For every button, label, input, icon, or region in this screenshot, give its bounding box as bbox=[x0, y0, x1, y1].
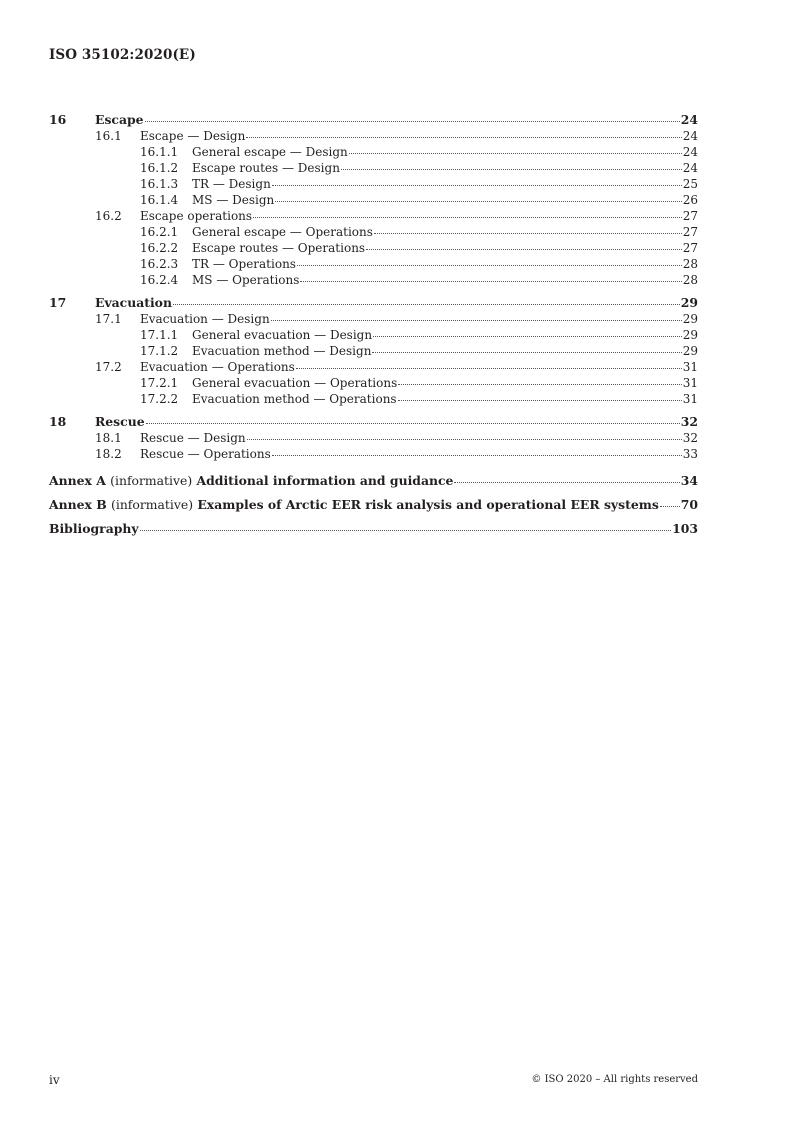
dot-leader bbox=[275, 201, 681, 202]
dot-leader bbox=[660, 506, 680, 507]
toc-title: Evacuation method — Operations bbox=[192, 392, 397, 406]
table-of-contents bbox=[49, 112, 698, 541]
toc-page: 33 bbox=[682, 447, 698, 461]
toc-page: 24 bbox=[682, 145, 698, 159]
annex-label: Annex B bbox=[49, 497, 107, 512]
toc-title: Escape bbox=[95, 112, 144, 127]
toc-section-18 bbox=[49, 414, 698, 462]
toc-number: 18.2 bbox=[95, 447, 122, 461]
toc-title: Escape routes — Operations bbox=[192, 241, 366, 255]
dot-leader bbox=[145, 121, 680, 122]
dot-leader bbox=[247, 439, 682, 440]
dot-leader bbox=[398, 400, 682, 401]
dot-leader bbox=[246, 137, 681, 138]
toc-page: 24 bbox=[680, 112, 698, 127]
toc-entry-18[interactable] bbox=[49, 414, 698, 430]
toc-number: 17.2.2 bbox=[140, 392, 179, 406]
document-id: ISO 35102:2020(E) bbox=[49, 47, 196, 63]
toc-title: Rescue — Design bbox=[140, 431, 246, 445]
toc-page: 29 bbox=[682, 344, 698, 358]
toc-page: 24 bbox=[682, 129, 698, 143]
toc-title: Evacuation method — Design bbox=[192, 344, 372, 358]
footer-copyright: © ISO 2020 – All rights reserved bbox=[531, 1074, 698, 1085]
toc-number: 16.2.4 bbox=[140, 273, 179, 287]
toc-entry-bibliography[interactable] bbox=[49, 517, 698, 541]
toc-number: 16.2.3 bbox=[140, 257, 179, 271]
toc-entry-16-1-3[interactable] bbox=[49, 176, 698, 192]
toc-number: 16.1.3 bbox=[140, 177, 179, 191]
annex-label: Annex A bbox=[49, 473, 106, 488]
toc-entry-16-2[interactable] bbox=[49, 208, 698, 224]
dot-leader bbox=[272, 455, 682, 456]
toc-entry-annex-a[interactable] bbox=[49, 469, 698, 493]
toc-entry-17-2-1[interactable] bbox=[49, 375, 698, 391]
toc-entry-16[interactable] bbox=[49, 112, 698, 128]
toc-title: MS — Operations bbox=[192, 273, 300, 287]
toc-entry-17-1-2[interactable] bbox=[49, 343, 698, 359]
dot-leader bbox=[272, 185, 682, 186]
toc-title: TR — Design bbox=[192, 177, 271, 191]
dot-leader bbox=[300, 281, 681, 282]
toc-page: 34 bbox=[680, 473, 698, 488]
toc-number: 16 bbox=[49, 112, 67, 127]
toc-entry-17-2[interactable] bbox=[49, 359, 698, 375]
toc-page: 28 bbox=[682, 273, 698, 287]
dot-leader bbox=[372, 352, 681, 353]
toc-entry-17[interactable] bbox=[49, 295, 698, 311]
toc-page: 31 bbox=[682, 376, 698, 390]
toc-title: Evacuation bbox=[95, 295, 172, 310]
dot-leader bbox=[454, 482, 679, 483]
toc-page: 27 bbox=[682, 225, 698, 239]
toc-number: 17.1.1 bbox=[140, 328, 179, 342]
toc-number: 16.2.2 bbox=[140, 241, 179, 255]
toc-title: General evacuation — Operations bbox=[192, 376, 398, 390]
toc-entry-annex-b[interactable] bbox=[49, 493, 698, 517]
toc-title: TR — Operations bbox=[192, 257, 296, 271]
annex-title: Additional information and guidance bbox=[196, 473, 454, 488]
toc-title: Escape routes — Design bbox=[192, 161, 340, 175]
toc-number: 16.2 bbox=[95, 209, 122, 223]
footer-page-number: iv bbox=[49, 1073, 60, 1087]
toc-page: 29 bbox=[682, 312, 698, 326]
toc-number: 17.1 bbox=[95, 312, 122, 326]
toc-page: 25 bbox=[682, 177, 698, 191]
dot-leader bbox=[271, 320, 682, 321]
toc-title bbox=[49, 493, 659, 517]
toc-number: 17.2.1 bbox=[140, 376, 179, 390]
toc-number: 16.1.2 bbox=[140, 161, 179, 175]
toc-number: 17.2 bbox=[95, 360, 122, 374]
toc-number: 18.1 bbox=[95, 431, 122, 445]
toc-title: Bibliography bbox=[49, 521, 139, 536]
toc-entry-16-1-1[interactable] bbox=[49, 144, 698, 160]
toc-title: Escape operations bbox=[140, 209, 253, 223]
dot-leader bbox=[373, 336, 682, 337]
toc-title: General escape — Design bbox=[192, 145, 348, 159]
dot-leader bbox=[296, 368, 682, 369]
toc-entry-16-1-2[interactable] bbox=[49, 160, 698, 176]
dot-leader bbox=[173, 304, 680, 305]
annex-kind: (informative) bbox=[110, 473, 193, 488]
dot-leader bbox=[297, 265, 682, 266]
toc-title: Evacuation — Design bbox=[140, 312, 270, 326]
dot-leader bbox=[253, 217, 682, 218]
toc-entry-16-1[interactable] bbox=[49, 128, 698, 144]
toc-page: 32 bbox=[682, 431, 698, 445]
toc-title: MS — Design bbox=[192, 193, 275, 207]
toc-title: Rescue — Operations bbox=[140, 447, 271, 461]
toc-number: 17 bbox=[49, 295, 67, 310]
dot-leader bbox=[349, 153, 682, 154]
toc-page: 24 bbox=[682, 161, 698, 175]
annex-title: Examples of Arctic EER risk analysis and operational EER systems bbox=[197, 497, 659, 512]
annex-kind: (informative) bbox=[111, 497, 194, 512]
toc-entry-16-2-1[interactable] bbox=[49, 224, 698, 240]
toc-title: Rescue bbox=[95, 414, 145, 429]
toc-page: 103 bbox=[672, 521, 698, 536]
dot-leader bbox=[374, 233, 682, 234]
toc-number: 16.1.1 bbox=[140, 145, 179, 159]
toc-entry-18-1[interactable] bbox=[49, 430, 698, 446]
toc-number: 16.1.4 bbox=[140, 193, 179, 207]
toc-page: 70 bbox=[680, 497, 698, 512]
toc-number: 17.1.2 bbox=[140, 344, 179, 358]
toc-page: 31 bbox=[682, 360, 698, 374]
dot-leader bbox=[398, 384, 681, 385]
toc-number: 16.1 bbox=[95, 129, 122, 143]
toc-number: 18 bbox=[49, 414, 67, 429]
toc-entry-18-2[interactable] bbox=[49, 446, 698, 462]
toc-section-16 bbox=[49, 112, 698, 288]
toc-page: 27 bbox=[682, 209, 698, 223]
toc-page: 31 bbox=[682, 392, 698, 406]
toc-title: General escape — Operations bbox=[192, 225, 373, 239]
toc-title: Escape — Design bbox=[140, 129, 246, 143]
toc-entry-16-1-4[interactable] bbox=[49, 192, 698, 208]
toc-page: 32 bbox=[680, 414, 698, 429]
dot-leader bbox=[140, 530, 672, 531]
toc-entry-16-2-2[interactable] bbox=[49, 240, 698, 256]
dot-leader bbox=[146, 423, 680, 424]
toc-page: 29 bbox=[682, 328, 698, 342]
toc-page: 29 bbox=[680, 295, 698, 310]
toc-page: 26 bbox=[682, 193, 698, 207]
toc-entry-16-2-4[interactable] bbox=[49, 272, 698, 288]
toc-title: Evacuation — Operations bbox=[140, 360, 295, 374]
toc-section-17 bbox=[49, 295, 698, 407]
dot-leader bbox=[341, 169, 682, 170]
toc-page: 27 bbox=[682, 241, 698, 255]
dot-leader bbox=[366, 249, 682, 250]
toc-entry-17-1[interactable] bbox=[49, 311, 698, 327]
toc-title bbox=[49, 469, 453, 493]
toc-entry-16-2-3[interactable] bbox=[49, 256, 698, 272]
toc-entry-17-1-1[interactable] bbox=[49, 327, 698, 343]
toc-number: 16.2.1 bbox=[140, 225, 179, 239]
toc-page: 28 bbox=[682, 257, 698, 271]
toc-entry-17-2-2[interactable] bbox=[49, 391, 698, 407]
toc-title: General evacuation — Design bbox=[192, 328, 373, 342]
